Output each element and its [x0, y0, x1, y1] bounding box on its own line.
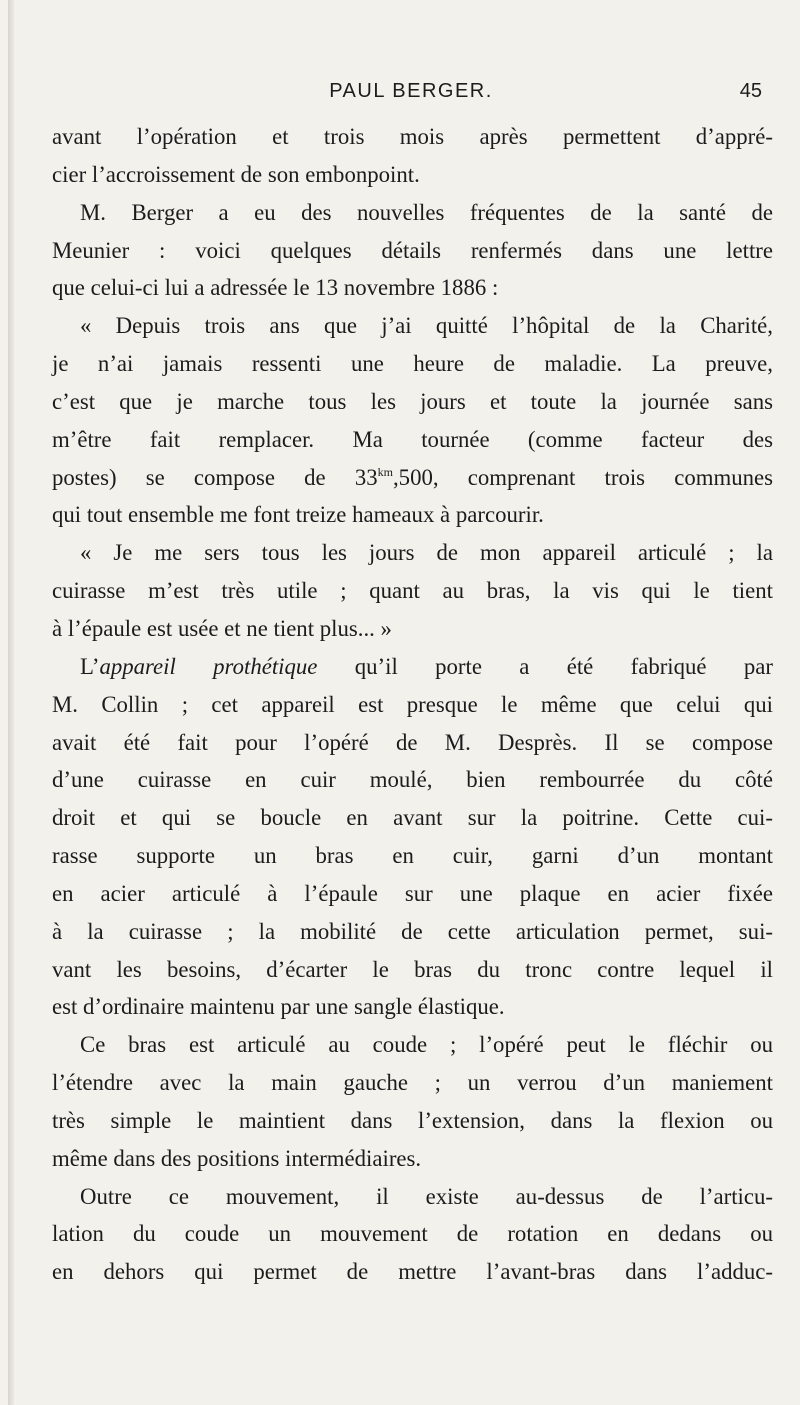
text-fragment: ,500, comprenant trois communes — [392, 464, 773, 490]
text-line: « Depuis trois ans que j’ai quitté l’hôpital de la Charité, — [80, 313, 773, 339]
page-gutter — [8, 0, 14, 1405]
text-line: à l’épaule est usée et ne tient plus... » — [52, 615, 392, 641]
text-line: m’être fait remplacer. Ma tournée (comme facteur des — [52, 426, 773, 452]
text-line: lation du coude un mouvement de rotation en dedans ou — [52, 1221, 773, 1247]
text-line: même dans des positions intermédiaires. — [52, 1145, 422, 1171]
text-fragment: L’ — [80, 653, 100, 679]
text-line: je n’ai jamais ressenti une heure de maladie. La preuve, — [52, 351, 773, 377]
text-line: avait été fait pour l’opéré de M. Desprès. Il se compose — [52, 729, 773, 755]
body-text — [52, 118, 773, 1291]
text-line: avant l’opération et trois mois après permettent d’appré- — [52, 124, 773, 149]
text-line: que celui-ci lui a adressée le 13 novembre 1886 : — [52, 275, 499, 301]
text-line: droit et qui se boucle en avant sur la poitrine. Cette cui- — [52, 805, 773, 831]
text-line: c’est que je marche tous les jours et toute la journée sans — [52, 388, 773, 414]
text-fragment: qu’il porte a été fabriqué par — [317, 653, 773, 679]
text-line: d’une cuirasse en cuir moulé, bien rembourrée du côté — [52, 767, 773, 793]
text-line: à la cuirasse ; la mobilité de cette articulation permet, sui- — [52, 918, 773, 944]
italic-term: appareil prothétique — [99, 653, 318, 679]
text-line: rasse supporte un bras en cuir, garni d’un montant — [52, 843, 773, 869]
text-line: « Je me sers tous les jours de mon appareil articulé ; la — [80, 540, 773, 566]
text-fragment: postes) se compose de 33 — [52, 464, 378, 490]
text-line: en acier articulé à l’épaule sur une plaque en acier fixée — [52, 880, 773, 906]
text-line — [52, 459, 773, 497]
text-line: Outre ce mouvement, il existe au-dessus de l’articu- — [80, 1183, 773, 1209]
text-line: en dehors qui permet de mettre l’avant-bras dans l’adduc- — [52, 1259, 773, 1285]
text-line: qui tout ensemble me font treize hameaux à parcourir. — [52, 502, 544, 528]
text-line: Ce bras est articulé au coude ; l’opéré peut le fléchir ou — [80, 1032, 773, 1058]
page-number: 45 — [739, 80, 762, 102]
text-line: vant les besoins, d’écarter le bras du tronc contre lequel il — [52, 956, 773, 982]
text-line: l’étendre avec la main gauche ; un verrou d’un maniement — [52, 1070, 773, 1096]
text-line: très simple le maintient dans l’extension, dans la flexion ou — [52, 1107, 773, 1133]
running-title: PAUL BERGER. — [329, 80, 493, 102]
text-line — [52, 648, 773, 686]
text-line: cier l’accroissement de son embonpoint. — [52, 161, 420, 187]
text-line: Meunier : voici quelques détails renfermés dans une lettre — [52, 237, 773, 263]
text-line: M. Collin ; cet appareil est presque le même que celui qui — [52, 691, 773, 717]
superscript-km: km — [377, 464, 393, 479]
text-line: est d’ordinaire maintenu par une sangle élastique. — [52, 994, 505, 1020]
text-line: M. Berger a eu des nouvelles fréquentes de la santé de — [80, 199, 773, 225]
text-line: cuirasse m’est très utile ; quant au bras, la vis qui le tient — [52, 578, 773, 604]
page-header — [52, 80, 770, 110]
